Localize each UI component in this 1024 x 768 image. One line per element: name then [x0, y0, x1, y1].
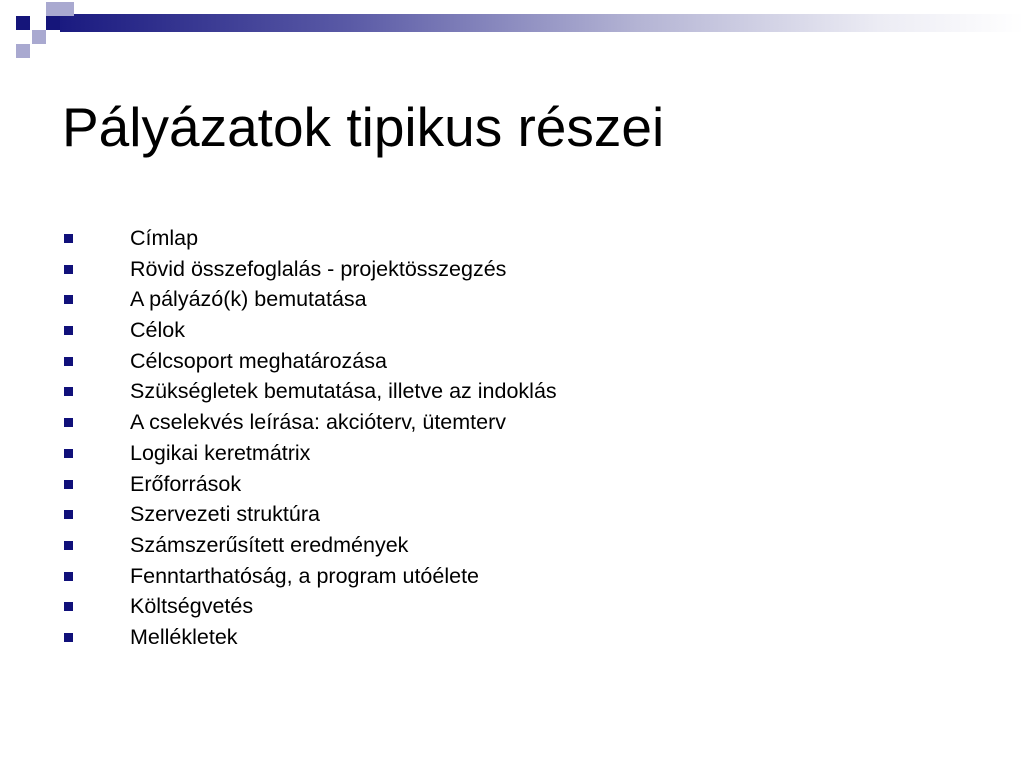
- list-item-label: Rövid összefoglalás - projektösszegzés: [130, 256, 507, 281]
- list-item-label: Számszerűsített eredmények: [130, 532, 409, 557]
- decor-square-icon: [60, 2, 74, 16]
- square-bullet-icon: [64, 357, 73, 366]
- list-item-label: Mellékletek: [130, 624, 238, 649]
- list-item-label: Költségvetés: [130, 594, 254, 619]
- decor-square-icon: [32, 30, 46, 44]
- slide-title: Pályázatok tipikus részei: [62, 96, 665, 158]
- square-bullet-icon: [64, 633, 73, 642]
- square-bullet-icon: [64, 418, 73, 427]
- decor-square-icon: [16, 16, 30, 30]
- list-item-label: Fenntarthatóság, a program utóélete: [130, 563, 479, 588]
- decor-square-icon: [46, 16, 60, 30]
- square-bullet-icon: [64, 602, 73, 611]
- list-item-label: A cselekvés leírása: akcióterv, ütemterv: [130, 410, 506, 435]
- list-item-label: Szükségletek bemutatása, illetve az indoklás: [130, 379, 557, 404]
- square-bullet-icon: [64, 541, 73, 550]
- square-bullet-icon: [64, 480, 73, 489]
- list-item-label: Szervezeti struktúra: [130, 502, 320, 527]
- square-bullet-icon: [64, 326, 73, 335]
- list-item-label: A pályázó(k) bemutatása: [130, 287, 367, 312]
- list-item-label: Erőforrások: [130, 471, 242, 496]
- list-item-label: Címlap: [130, 226, 199, 250]
- header-gradient-band: [60, 14, 1024, 32]
- list-item-label: Logikai keretmátrix: [130, 440, 311, 465]
- decor-square-icon: [46, 2, 60, 16]
- square-bullet-icon: [64, 510, 73, 519]
- square-bullet-icon: [64, 234, 73, 243]
- decor-square-icon: [16, 44, 30, 58]
- square-bullet-icon: [64, 295, 73, 304]
- list-item-label: Célcsoport meghatározása: [130, 348, 387, 373]
- square-bullet-icon: [64, 387, 73, 396]
- square-bullet-icon: [64, 265, 73, 274]
- square-bullet-icon: [64, 572, 73, 581]
- square-bullet-icon: [64, 449, 73, 458]
- list-item-label: Célok: [130, 318, 185, 343]
